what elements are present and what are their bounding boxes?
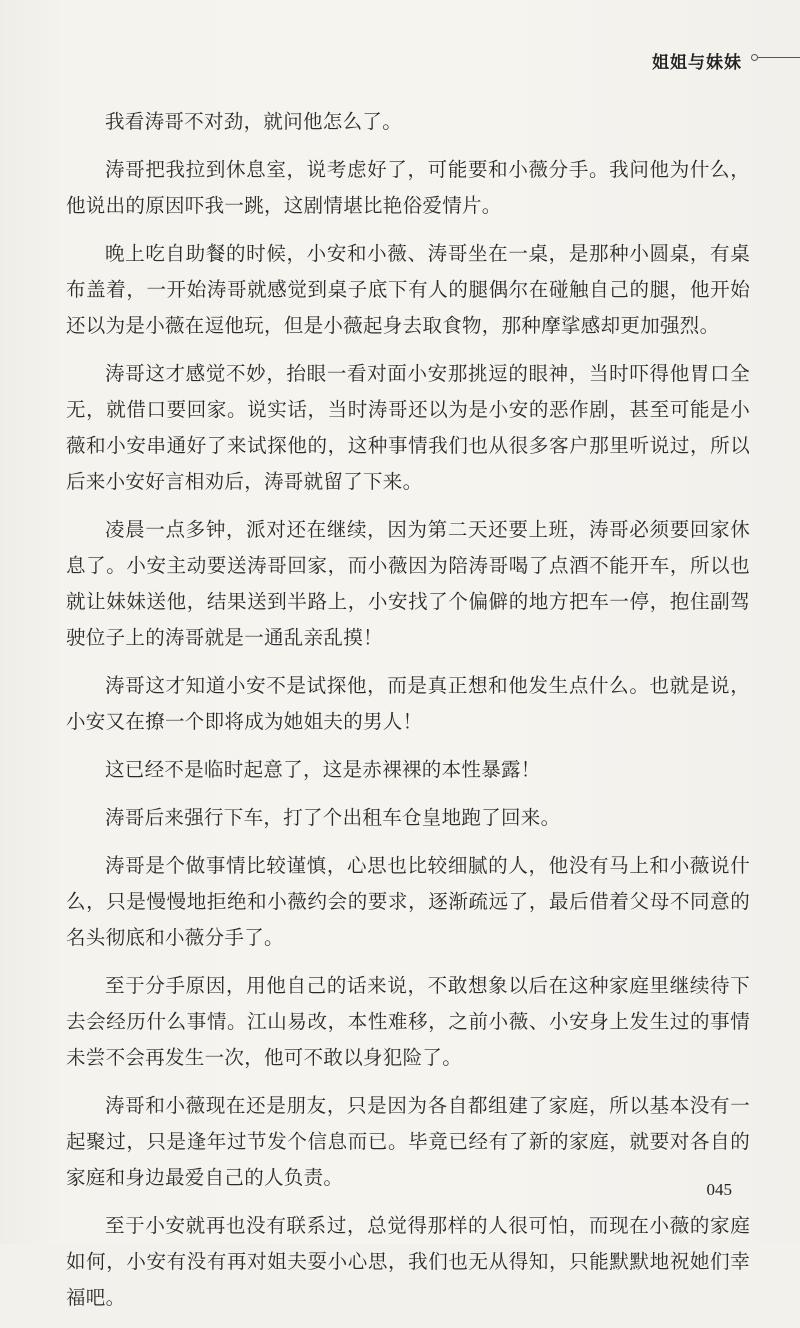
paragraph: 至于分手原因，用他自己的话来说，不敢想象以后在这种家庭里继续待下去会经历什么事情。江山易改，本性难移，之前小薇、小安身上发生过的事情未尝不会再发生一次，他可不敢以身犯险了。 (66, 974, 750, 1069)
paragraph: 涛哥把我拉到休息室，说考虑好了，可能要和小薇分手。我问他为什么，他说出的原因吓我一跳，这剧情堪比艳俗爱情片。 (66, 158, 750, 217)
paragraph: 凌晨一点多钟，派对还在继续，因为第二天还要上班，涛哥必须要回家休息了。小安主动要送涛哥回家，而小薇因为陪涛哥喝了点酒不能开车，所以也就让妹妹送他，结果送到半路上，小安找了个偏僻的地方把车一停，抱住副驾驶位子上的涛哥就是一通乱亲乱摸！ (66, 518, 750, 649)
paragraph: 我看涛哥不对劲，就问他怎么了。 (105, 110, 403, 133)
paragraph: 涛哥后来强行下车，打了个出租车仓皇地跑了回来。 (105, 806, 561, 829)
paragraph: 涛哥和小薇现在还是朋友，只是因为各自都组建了家庭，所以基本没有一起聚过，只是逢年过节发个信息而已。毕竟已经有了新的家庭，就要对各自的家庭和身边最爱自己的人负责。 (66, 1094, 750, 1189)
paragraph: 至于小安就再也没有联系过，总觉得那样的人很可怕，而现在小薇的家庭如何，小安有没有再对姐夫耍小心思，我们也无从得知，只能默默地祝她们幸福吧。 (66, 1214, 750, 1309)
header-circle-ornament (751, 54, 758, 61)
body-text (66, 104, 750, 1328)
paragraph: 涛哥这才知道小安不是试探他，而是真正想和他发生点什么。也就是说，小安又在撩一个即将成为她姐夫的男人！ (66, 674, 750, 733)
header-rule (758, 57, 800, 58)
paragraph: 这已经不是临时起意了，这是赤裸裸的本性暴露！ (105, 758, 541, 781)
paragraph: 涛哥是个做事情比较谨慎，心思也比较细腻的人，他没有马上和小薇说什么，只是慢慢地拒绝和小薇约会的要求，逐渐疏远了，最后借着父母不同意的名头彻底和小薇分手了。 (66, 854, 750, 949)
running-header (0, 40, 800, 76)
paragraph: 涛哥这才感觉不妙，抬眼一看对面小安那挑逗的眼神，当时吓得他胃口全无，就借口要回家。说实话，当时涛哥还以为是小安的恶作剧，甚至可能是小薇和小安串通好了来试探他的，这种事情我们也从很多客户那里听说过，所以后来小安好言相劝后，涛哥就留了下来。 (66, 362, 750, 493)
chapter-title: 姐姐与妹妹 (652, 53, 742, 73)
paragraph: 晚上吃自助餐的时候，小安和小薇、涛哥坐在一桌，是那种小圆桌，有桌布盖着，一开始涛哥就感觉到桌子底下有人的腿偶尔在碰触自己的腿，他开始还以为是小薇在逗他玩，但是小薇起身去取食物，那种摩挲感却更加强烈。 (66, 242, 750, 337)
page-number: 045 (706, 1180, 732, 1199)
